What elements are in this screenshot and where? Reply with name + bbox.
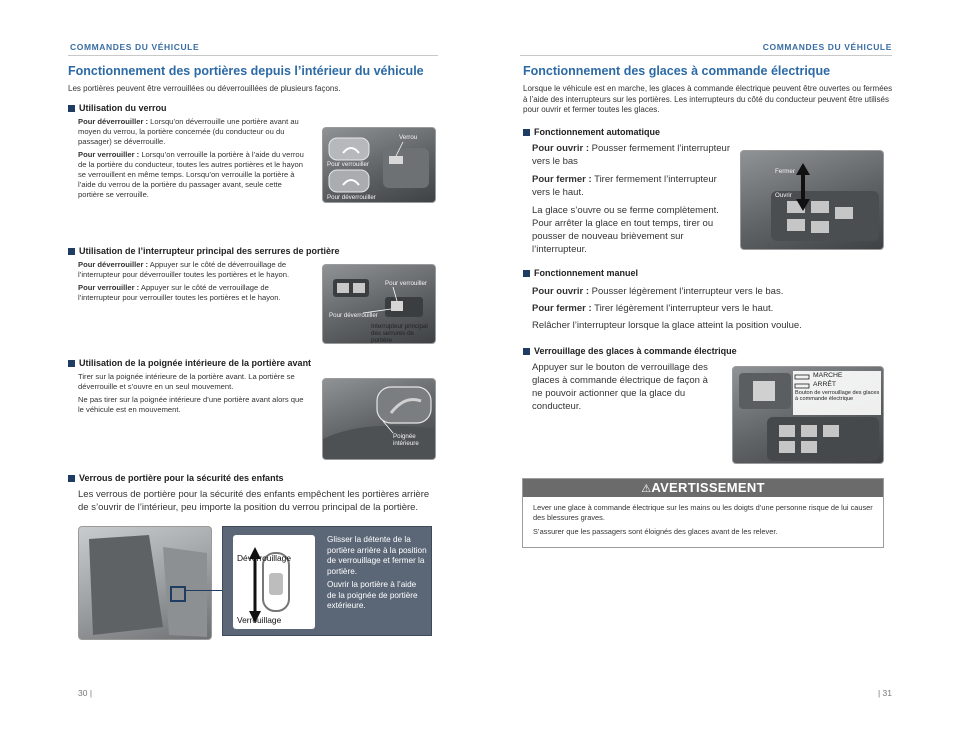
section-square-icon (68, 360, 75, 367)
section-heading-window-lock: Verrouillage des glaces à commande électrique (523, 346, 737, 356)
label-child-unlock: Déverrouillage (237, 553, 291, 563)
child-lock-instructions: Glisser la détente de la portière arrière à la position de verrouillage et fermer la portière. Ouvrir la portière à l’aide de la poignée de portière extérieure. (327, 535, 427, 610)
label-child-lock: Verrouillage (237, 615, 282, 625)
child-lock-diagram (233, 535, 315, 629)
section-master-switch-text: Pour déverrouiller : Appuyer sur le côté de déverrouillage de l’interrupteur pour déverrouiller toutes les portières et le hayon. Pour verrouiller : Appuyer sur le côté de verrouillage de l’interrupteur pour verrouiller toutes les portières et le hayon. (78, 260, 290, 302)
section-manual-text: Pour ouvrir : Pousser légèrement l’interrupteur vers le bas. Pour fermer : Tirer légèrement l’interrupteur vers le haut. Relâcher l’interrupteur lorsque la glace atteint la position voulue. (532, 286, 802, 331)
door-lock-photo (322, 127, 436, 203)
intro-text: Les portières peuvent être verrouillées ou déverrouillées de plusieurs façons. (68, 84, 341, 93)
label-lock: Pour verrouiller (385, 280, 427, 287)
label-unlock: Pour déverrouiller (329, 312, 378, 319)
label-on: MARCHE (813, 372, 843, 379)
warning-triangle-icon: ⚠ (641, 483, 652, 495)
section-heading-master-switch: Utilisation de l’interrupteur principal des serrures de portière (68, 246, 340, 256)
section-child-lock-text: Les verrous de portière pour la sécurité des enfants empêchent les portières arrière de s’ouvrir de l’intérieur, peu importe la position du verrou principal de la portière. (78, 489, 430, 513)
inner-handle-photo (322, 378, 436, 460)
section-square-icon (68, 105, 75, 112)
section-heading-child-lock: Verrous de portière pour la sécurité des enfants (68, 473, 284, 483)
warning-title: ⚠AVERTISSEMENT (523, 479, 883, 497)
section-square-icon (523, 270, 530, 277)
running-head: COMMANDES DU VÉHICULE (70, 42, 200, 52)
page-title: Fonctionnement des portières depuis l’intérieur du véhicule (68, 64, 424, 78)
header-rule (520, 55, 892, 56)
section-heading-manual: Fonctionnement manuel (523, 268, 638, 278)
callout-line (184, 590, 222, 591)
window-switch-photo (740, 150, 884, 250)
rear-door-illustration (79, 527, 212, 640)
section-heading-inner-handle: Utilisation de la poignée intérieure de la portière avant (68, 358, 311, 368)
section-window-lock-text: Appuyer sur le bouton de verrouillage des glaces à commande électrique de façon à ne pouvoir actionner que la glace du conducteur. (532, 362, 708, 412)
window-lock-illustration (733, 367, 884, 464)
warning-box (522, 478, 884, 548)
label-inner-handle: Poignée intérieure (393, 433, 419, 447)
running-head: COMMANDES DU VÉHICULE (762, 42, 892, 52)
window-lock-photo (732, 366, 884, 464)
section-square-icon (68, 248, 75, 255)
rear-door-photo (78, 526, 212, 640)
child-lock-panel (222, 526, 432, 636)
section-square-icon (523, 348, 530, 355)
section-square-icon (523, 129, 530, 136)
label-master-switch: Interrupteur principal des serrures de portière (371, 323, 428, 344)
section-heading-lock: Utilisation du verrou (68, 103, 167, 113)
label-lock: Pour verrouiller (327, 161, 369, 168)
section-lock-text: Pour déverrouiller : Lorsqu’on déverrouille une portière avant au moyen du verrou, la portière concernée (du conducteur ou du passager) se déverrouille. Pour verrouiller : Lorsqu’on verrouille la portière à l’aide du verrou de la portière du conducteur, toutes les autres portières et le hayon se verrouillent en même temps. Lorsqu’on verrouille la portière à l’aide du verrou de la portière du passager avant, seule cette portière se verrouille. (78, 117, 304, 199)
label-off: ARRÊT (813, 381, 837, 388)
label-close: Fermer (775, 168, 795, 175)
label-open: Ouvrir (775, 192, 792, 199)
master-switch-photo (322, 264, 436, 344)
section-inner-handle-text: Tirer sur la poignée intérieure de la portière avant. La portière se déverrouille et s’ouvre en un seul mouvement. Ne pas tirer sur la poignée intérieure d’une portière avant alors que le véhicule est en mouvement. (78, 372, 304, 414)
label-unlock: Pour déverrouiller (327, 194, 376, 201)
page-number-right: | 31 (877, 688, 892, 698)
inner-handle-illustration (323, 379, 436, 460)
right-page (480, 0, 960, 742)
section-auto-text: Pour ouvrir : Pousser fermement l’interrupteur vers le bas Pour fermer : Tirer fermement l’interrupteur vers le haut. La glace s’ouvre ou se ferme complètement. Pour arrêter la glace en tout temps, tirer ou pousser de nouveau brièvement sur l’interrupteur. (532, 143, 730, 255)
page-number-left: 30 | (78, 688, 93, 698)
section-square-icon (68, 475, 75, 482)
intro-text: Lorsque le véhicule est en marche, les glaces à commande électrique peuvent être ouvertes ou fermées à l’aide des interrupteurs sur les portières. Les interrupteurs du côté du conducteur peuvent être utilisés pour ouvrir et fermer toutes les glaces. (523, 84, 893, 114)
header-rule (68, 55, 438, 56)
warning-body: Lever une glace à commande électrique sur les mains ou les doigts d’une personne risque de lui causer des blessures graves. S’assurer que les passagers sont éloignés des glaces avant de les relever. (533, 503, 873, 536)
window-switch-illustration (741, 151, 884, 250)
page-title: Fonctionnement des glaces à commande électrique (523, 64, 831, 78)
label-window-lock-button: Bouton de verrouillage des glaces à commande électrique (795, 390, 880, 402)
section-heading-auto: Fonctionnement automatique (523, 127, 660, 137)
label-verrou: Verrou (399, 134, 418, 141)
